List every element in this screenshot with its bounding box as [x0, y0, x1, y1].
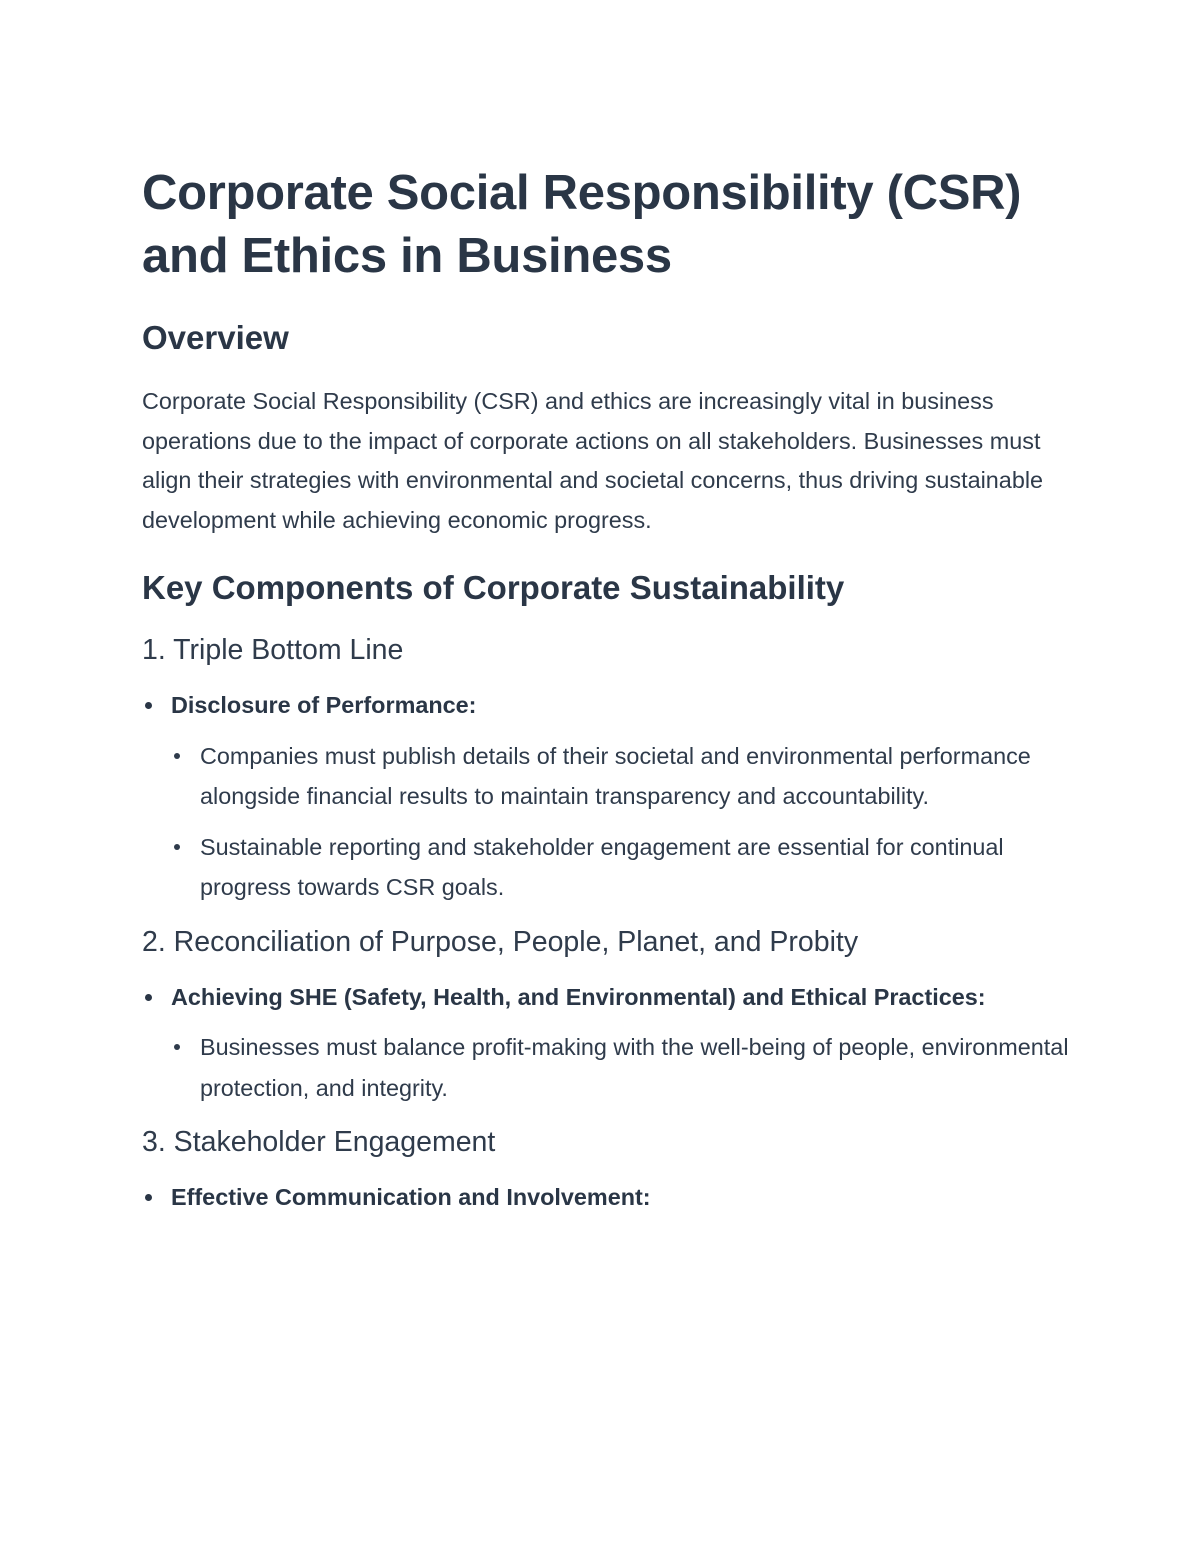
bullet-list [142, 1178, 1072, 1218]
section-stakeholder-engagement [142, 1122, 1072, 1218]
section-triple-bottom-line [142, 630, 1072, 908]
sub-list-item-text: Companies must publish details of their societal and environmental performance alongside financial results to maintain transparency and accountability. [200, 742, 1031, 809]
sub-list-item [171, 1027, 1072, 1108]
sub-bullet-list [171, 1027, 1072, 1108]
sub-bullet-list [171, 736, 1072, 908]
document-page [142, 162, 1072, 1218]
list-item [142, 978, 1072, 1109]
sub-list-item [171, 736, 1072, 817]
bullet-dot-icon [145, 1194, 152, 1201]
sub-list-item-text: Sustainable reporting and stakeholder engagement are essential for continual progress towards CSR goals. [200, 833, 1004, 900]
bullet-dot-icon [145, 994, 152, 1001]
section-heading: 1. Triple Bottom Line [142, 634, 404, 666]
overview-paragraph: Corporate Social Responsibility (CSR) and ethics are increasingly vital in business operations due to the impact of corporate actions on all stakeholders. Businesses must align their strategies with environmental and societal concerns, thus driving sustainable development while achieving economic progress. [142, 388, 1044, 533]
sub-list-item [171, 827, 1072, 908]
sub-list-item-text: Businesses must balance profit-making with the well-being of people, environmental protection, and integrity. [200, 1034, 1069, 1101]
bullet-list [142, 978, 1072, 1109]
overview-heading: Overview [142, 319, 289, 356]
bullet-dot-icon [145, 702, 152, 709]
key-components-heading: Key Components of Corporate Sustainability [142, 569, 845, 606]
list-item-label: Effective Communication and Involvement: [171, 1184, 651, 1210]
list-item-label: Disclosure of Performance: [171, 692, 477, 718]
section-reconciliation [142, 922, 1072, 1109]
bullet-list [142, 686, 1072, 908]
bullet-dot-icon [174, 844, 180, 850]
section-heading: 3. Stakeholder Engagement [142, 1126, 496, 1158]
bullet-dot-icon [174, 753, 180, 759]
bullet-dot-icon [174, 1044, 180, 1050]
list-item-label: Achieving SHE (Safety, Health, and Environmental) and Ethical Practices: [171, 983, 986, 1010]
section-heading: 2. Reconciliation of Purpose, People, Planet, and Probity [142, 925, 859, 958]
list-item [142, 1178, 1072, 1218]
list-item [142, 686, 1072, 908]
document-title: Corporate Social Responsibility (CSR) and Ethics in Business [142, 166, 1022, 283]
